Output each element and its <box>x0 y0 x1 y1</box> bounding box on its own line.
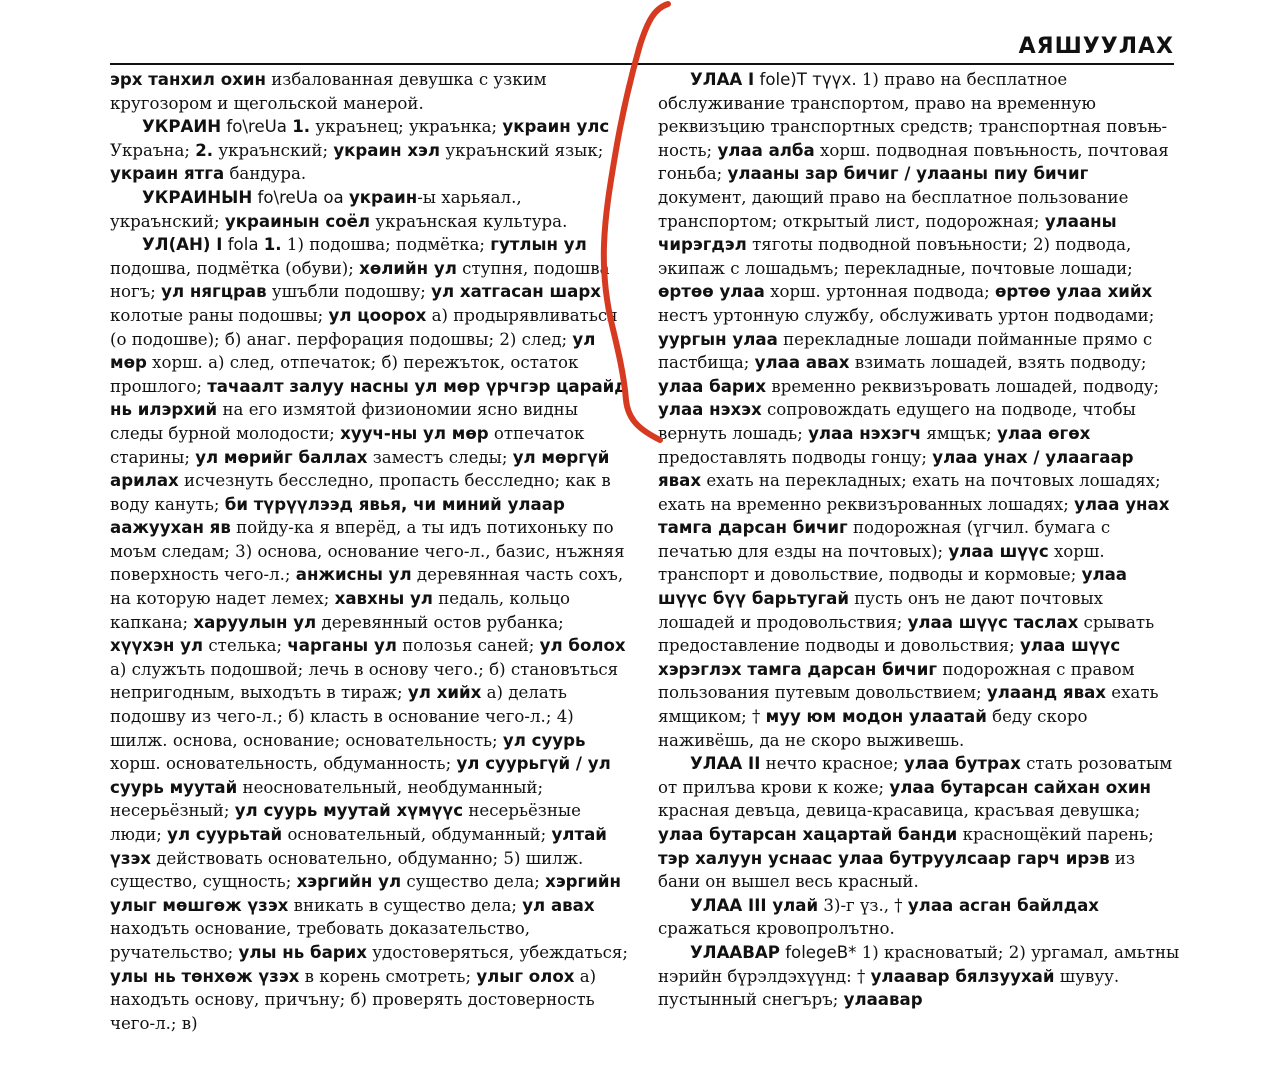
right-column <box>658 68 1180 1012</box>
entry-ulaa-3: УЛАА III улай 3)-г үз., † улаа асган байлдах сражаться кровопролътно. <box>658 895 1099 939</box>
left-column <box>110 68 632 1035</box>
entry-ulaa-1: УЛАА I fole)Т түүх. 1) право на бесплатное обслуживание транспортом, право на временную реквизъцию транспортных средств; транспортная повъњ-ность; улаа алба хорш. подводная повъњность, почтовая гоньба; улааны зар бичиг / улааны пиу бичиг документ, дающий право на бесплатное пользование транспортом; открытый лист, подорожная; улааны чирэгдэл тяготы подводной повъњности; 2) подвода, экипаж с лошадьмъ; перекладные, почтовые лошади; өртөө улаа хорш. уртонная подвода; өртөө улаа хийх нестъ уртонную службу, обслуживать уртон подводами; уургын улаа перекладные лошади пойманные прямо с пастбища; улаа авах взимать лошадей, взять подводу; улаа барих временно реквизъровать лошадей, подводу; улаа нэхэх сопровождать едущего на подводе, чтобы вернуть лошадь; улаа нэхэгч ямщък; улаа өгөх предоставлять подводы гонцу; улаа унах / улаагаар явах ехать на перекладных; ехать на почтовых лошадях; ехать на временно реквизърованных лошадях; улаа унах тамга дарсан бичиг подорожная (үгчил. бумага с печатью для езды на почтовых); улаа шүүс хорш. транспорт и довольствие, подводы и кормовые; улаа шүүс бүү барьтугай пусть онъ не дают почтовых лошадей и продовольствия; улаа шүүс таслах срывать предоставление подводы и довольствия; улаа шүүс хэрэглэх тамга дарсан бичиг подорожная с правом пользования путевым довольствием; улаанд явах ехать ямщиком; † муу юм модон улаатай беду скоро наживёшь, да не скоро выживешь. <box>658 70 1170 750</box>
entry-ulaa-2: УЛАА II нечто красное; улаа бутрах стать розоватым от прилъва крови к коже; улаа бутарсан сайхан охин красная девъца, девица-красавица, красъвая девушка; улаа бутарсан хацартай банди краснощёкий парень; тэр халуун уснаас улаа бутруулсаар гарч ирэв из бани он вышел весь красный. <box>658 754 1173 892</box>
header-rule <box>110 63 1174 65</box>
entry-ulaavar: УЛААВАР folegeB* 1) красноватый; 2) ургамал, амьтны нэрийн бүрэлдэхүүнд: † улаавар бялзуухай шувуу. пустынный снегъръ; улаавар <box>658 942 1180 1010</box>
page-header-title: АЯШУУЛАХ <box>1018 34 1174 59</box>
entry-ukrain: УКРАИН fo\reUa 1. украънец; украънка; украин улс Украъна; 2. украънский; украин хэл украънский язык; украин ятга бандура. <box>110 117 610 184</box>
entry-continuation: эрх танхил охин избалованная девушка с узким кругозором и щегольской манерой. <box>110 70 547 113</box>
entry-ukrainyn: УКРАИНЫН fo\reUa оа украин-ы харьяал., украънский; украинын соёл украънская культура. <box>110 187 568 231</box>
entry-ul: УЛ(АН) I fola 1. 1) подошва; подмётка; гутлын ул подошва, подмётка (обуви); хөлийн ул ступня, подошва ногъ; ул нягцрав ушъбли подошву; ул хатгасан шарх колотые раны подошвы; ул цоорох а) продырявливаться (о подошве); б) анаг. перфорация подошвы; 2) след; ул мөр хорш. а) след, отпечаток; б) пережъток, остаток прошлого; тачаалт залуу насны ул мөр үрчгэр царайд нь илэрхий на его измятой физиономии ясно видны следы бурной молодости; хууч-ны ул мөр отпечаток старины; ул мөрийг баллах заместъ следы; ул мөргүй арилах исчезнуть бесследно, пропасть бесследно; как в воду кануть; би түрүүлээд явья, чи миний улаар аажуухан яв пойду-ка я вперёд, а ты идъ потихоньку по моъм следам; 3) основа, основание чего-л., базис, нъжняя поверхность чего-л.; анжисны ул деревянная часть сохъ, на которую надет лемех; хавхны ул педаль, кольцо капкана; харуулын ул деревянный остов рубанка; хүүхэн ул стелька; чарганы ул полозья саней; ул болох а) служъть подошвой; лечь в основу чего.; б) становъться непригодным, выходъть в тираж; ул хийх а) делать подошву из чего-л.; б) класть в основание чего-л.; 4) шилж. основа, основание; основательность; ул суурь хорш. основательность, обдуманность; ул суурьгүй / ул суурь муутай неосновательный, необдуманный; несерьёзный; ул суурь муутай хүмүүс несерьёзные люди; ул суурьтай основательный, обдуманный; ултай үзэх действовать основательно, обдуманно; 5) шилж. существо, сущность; хэргийн ул существо дела; хэргийн улыг мөшгөж үзэх вникать в существо дела; ул авах находъть основание, требовать доказательство, ручательство; улы нь барих удостоверяться, убеждаться; улы нь төнхөж үзэх в корень смотреть; улыг олох а) находъть основу, причъну; б) проверять достоверность чего-л.; в) <box>110 235 628 1033</box>
